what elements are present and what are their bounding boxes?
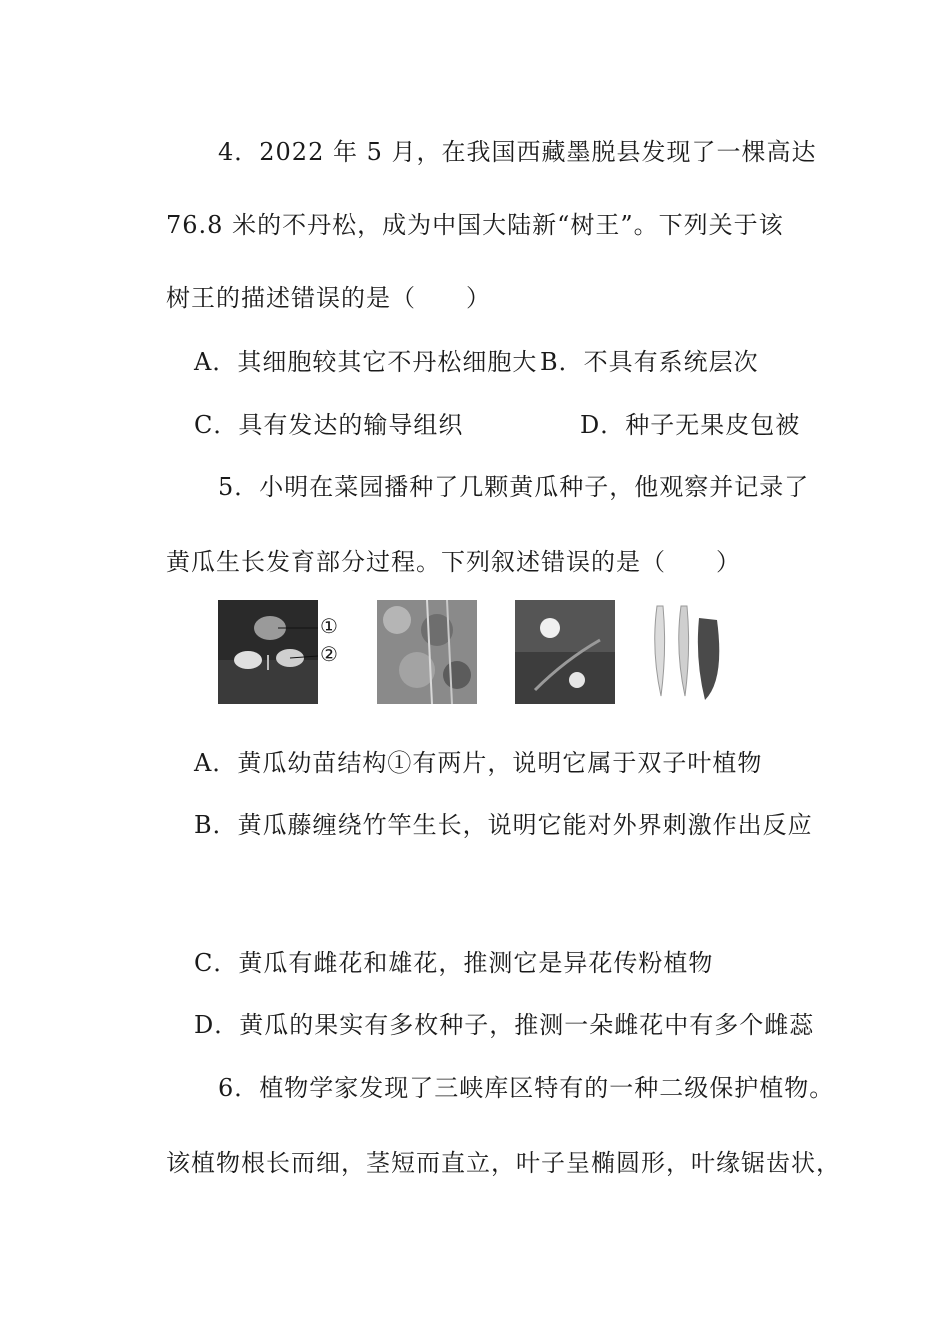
vine-image: [377, 600, 477, 704]
q4-line-3: 树王的描述错误的是（ ）: [166, 284, 491, 312]
q5-option-a: A．黄瓜幼苗结构①有两片，说明它属于双子叶植物: [194, 749, 763, 777]
q4-option-d: D．种子无果皮包被: [580, 411, 801, 439]
q6-line-2: 该植物根长而细，茎短而直立，叶子呈椭圆形，叶缘锯齿状，: [166, 1149, 841, 1177]
q5-option-c: C．黄瓜有雌花和雄花，推测它是异花传粉植物: [194, 949, 714, 977]
q4-line-2: 76.8 米的不丹松，成为中国大陆新“树王”。下列关于该: [166, 211, 784, 239]
cucumber-image: [647, 600, 747, 704]
q5-line-2: 黄瓜生长发育部分过程。下列叙述错误的是（ ）: [166, 548, 741, 576]
q4-option-b: B．不具有系统层次: [540, 348, 759, 376]
q4-option-a: A．其细胞较其它不丹松细胞大: [194, 348, 538, 376]
label-1: ①: [320, 614, 339, 638]
seedling-image: [218, 600, 318, 704]
q5-option-b: B．黄瓜藤缠绕竹竿生长，说明它能对外界刺激作出反应: [194, 811, 813, 839]
q5-option-d: D．黄瓜的果实有多枚种子，推测一朵雌花中有多个雌蕊: [194, 1011, 815, 1039]
q6-line-1: 6．植物学家发现了三峡库区特有的一种二级保护植物。: [218, 1074, 835, 1102]
flower-image: [515, 600, 615, 704]
q4-option-c: C．具有发达的输导组织: [194, 411, 464, 439]
label-2: ②: [320, 642, 339, 666]
q5-line-1: 5．小明在菜园播种了几颗黄瓜种子，他观察并记录了: [218, 473, 810, 501]
q4-line-1: 4．2022 年 5 月，在我国西藏墨脱县发现了一棵高达: [218, 138, 817, 166]
